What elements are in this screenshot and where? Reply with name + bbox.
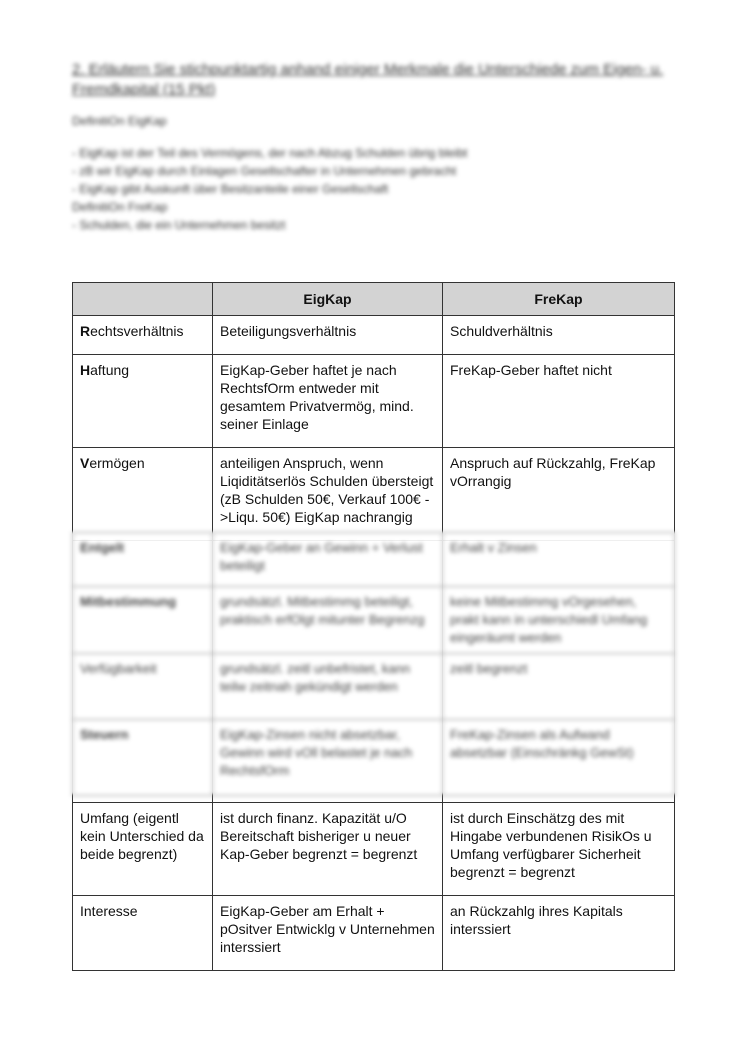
table-row [73,533,675,587]
frekap-cell: FreKap-Zinsen als Aufwand absetzbar (Einschränkg GewSt) [443,720,675,796]
eigkap-cell: EigKap-Geber an Gewinn + Verlust beteiligt [213,533,443,587]
row-label: Verfügbarkeit [73,654,213,720]
definition-title: DefinitiOn EigKap [72,114,167,128]
row-label: Entgelt [73,533,213,587]
table-header-row [73,283,675,316]
frekap-cell: ist durch Einschätzg des mit Hingabe verbundenen RisikOs u Umfang verfügbarer Sicherheit begrenzt = begrenzt [443,803,675,896]
label-initial: H [80,362,91,378]
frekap-cell: Schuldverhältnis [443,316,675,355]
eigkap-cell: grundsätzl. Mitbestimmg beteiligt, praktisch erfOlgt mitunter Begrenzg [213,587,443,654]
table-row [73,654,675,720]
eigkap-cell: anteiligen Anspruch, wenn Liqiditätserlös Schulden übersteigt (zB Schulden 50€, Verkauf 100€ ->Liqu. 50€) EigKap nachrangig [213,448,443,541]
note-line: - zB wir EigKap durch Einlagen Gesellschafter in Unternehmen gebracht [72,164,457,178]
table-row [73,803,675,896]
row-label: Umfang (eigentl kein Unterschied da beide begrenzt) [73,803,213,896]
row-label [73,355,213,448]
row-label [73,316,213,355]
frekap-cell: Anspruch auf Rückzahlg, FreKap vOrrangig [443,448,675,541]
row-label [73,448,213,541]
note-line: DefinitiOn FreKap [72,200,168,214]
row-label: Mitbestimmung [73,587,213,654]
note-line: - Schulden, die ein Unternehmen besitzt [72,218,286,232]
frekap-cell: keine Mitbestimmg vOrgesehen, prakt kann in unterschiedl Umfang eingeräumt werden [443,587,675,654]
blurred-header [72,60,692,234]
frekap-cell: zeitl begrenzt [443,654,675,720]
table-row [73,896,675,971]
eigkap-cell: ist durch finanz. Kapazität u/O Bereitschaft bisheriger u neuer Kap-Geber begrenzt = begrenzt [213,803,443,896]
table-row [73,316,675,355]
question-number: 2. [72,61,85,78]
row-label: Steuern [73,720,213,796]
frekap-cell: FreKap-Geber haftet nicht [443,355,675,448]
label-rest: aftung [90,362,130,378]
header-cell-eigkap: EigKap [213,283,443,316]
table-row [73,448,675,541]
note-line: - EigKap ist der Teil des Vermögens, der nach Abzug Schulden übrig bleibt [72,146,468,160]
label-initial: V [80,455,90,471]
header-cell-frekap: FreKap [443,283,675,316]
eigkap-cell: EigKap-Geber haftet je nach RechtsfOrm entweder mit gesamtem Privatvermög, mind. seiner Einlage [213,355,443,448]
label-initial: R [80,323,91,339]
header-cell-empty [73,283,213,316]
eigkap-cell: grundsätzl. zeitl unbefristet, kann teilw zeitnah gekündigt werden [213,654,443,720]
note-line: - EigKap gibt Auskunft über Besitzanteile einer Gesellschaft [72,182,389,196]
eigkap-cell: EigKap-Geber am Erhalt + pOsitver Entwicklg v Unternehmen interssiert [213,896,443,971]
frekap-cell: an Rückzahlg ihres Kapitals interssiert [443,896,675,971]
blurred-table-section [72,532,675,796]
table-row [73,720,675,796]
frekap-cell: Erhalt v Zinsen [443,533,675,587]
eigkap-cell: Beteiligungsverhältnis [213,316,443,355]
label-rest: echtsverhältnis [90,323,184,339]
row-label: Interesse [73,896,213,971]
notes-list [72,144,692,234]
label-rest: ermögen [89,455,145,471]
question-heading [72,60,692,100]
eigkap-cell: EigKap-Zinsen nicht absetzbar, Gewinn wird vOll belastet je nach RechtsfOrm [213,720,443,796]
table-row [73,355,675,448]
question-text: Erläutern Sie stichpunktartig anhand einiger Merkmale die Unterschiede zum Eigen- u. Fremdkapital (15 Pkt) [72,61,664,98]
table-row [73,587,675,654]
